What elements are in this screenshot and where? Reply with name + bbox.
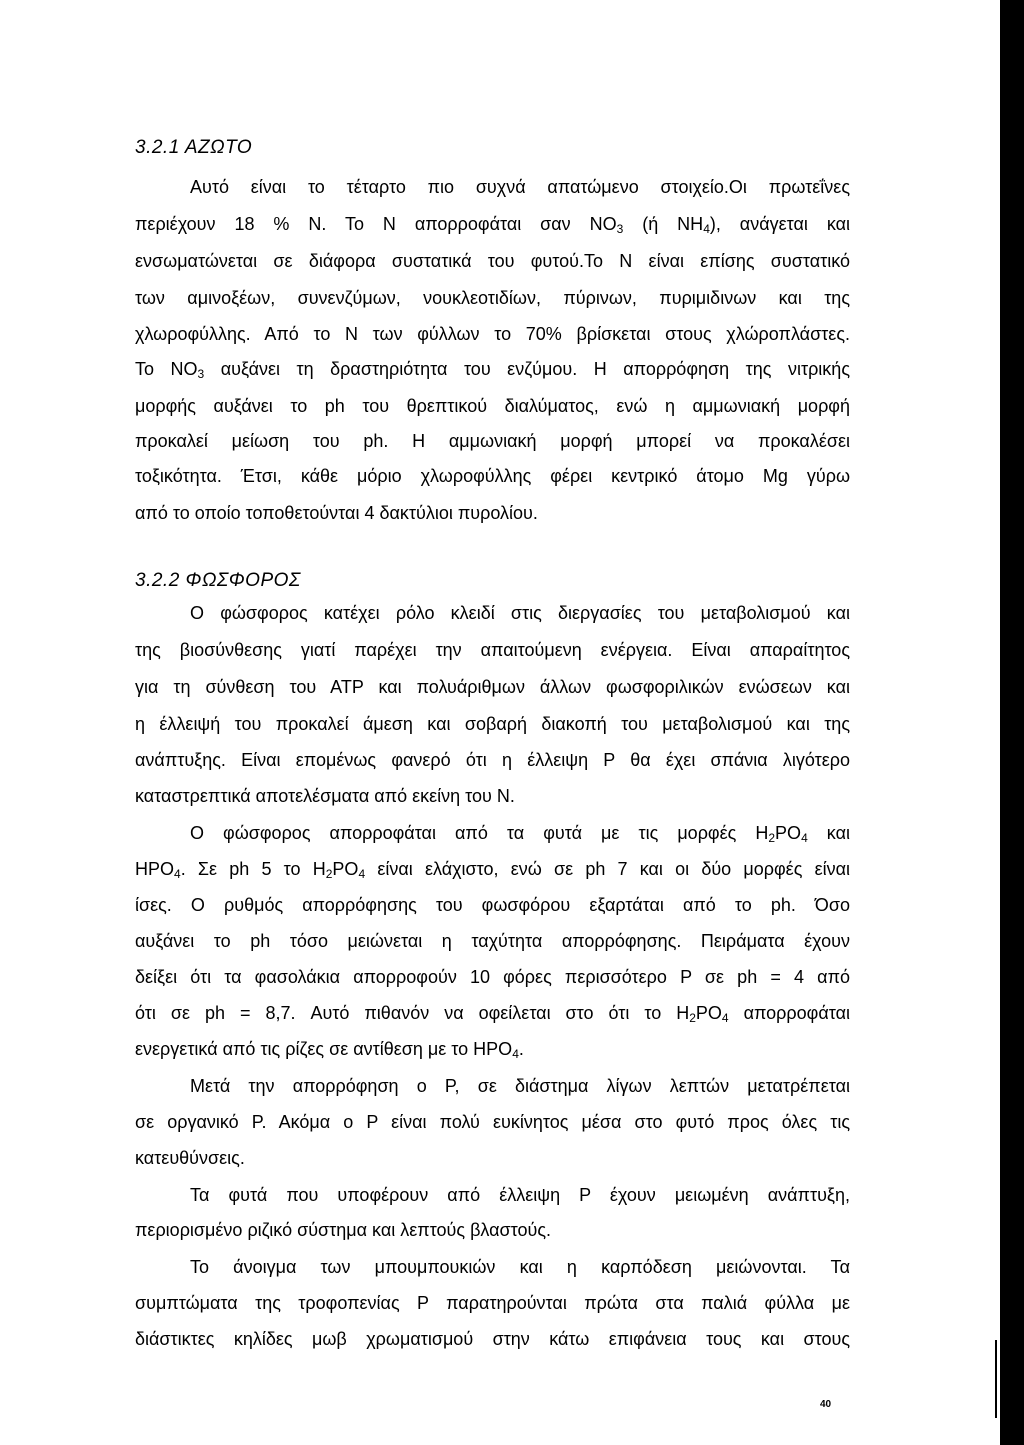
paragraph-line: αυξάνει το ph τόσο μειώνεται η ταχύτητα απορρόφησης. Πειράματα έχουν xyxy=(135,931,850,951)
page-number: 40 xyxy=(820,1399,832,1410)
paragraph-line: διάστικτες κηλίδες μωβ χρωματισμού στην κάτω επιφάνεια τους και στους xyxy=(135,1329,850,1349)
paragraph-line: κατευθύνσεις. xyxy=(135,1148,245,1168)
paragraph-line: χλωροφύλλης. Από το Ν των φύλλων το 70% βρίσκεται στους χλώροπλάστες. xyxy=(135,324,850,344)
paragraph-line: συμπτώματα της τροφοπενίας Ρ παρατηρούνται πρώτα στα παλιά φύλλα με xyxy=(135,1293,850,1313)
paragraph-line: Τα φυτά που υποφέρουν από έλλειψη Ρ έχουν μειωμένη ανάπτυξη, xyxy=(190,1185,850,1205)
paragraph-line: ενεργετικά από τις ρίζες σε αντίθεση με το $HPO_4$. xyxy=(135,1039,524,1061)
paragraph-line: Ο φώσφορος κατέχει ρόλο κλειδί στις διεργασίες του μεταβολισμού και xyxy=(190,603,850,623)
paragraph-line: Το άνοιγμα των μπουμπουκιών και η καρπόδεση μειώνονται. Τα xyxy=(190,1257,850,1277)
paragraph-line: Αυτό είναι το τέταρτο πιο συχνά απατώμενο στοιχείο.Οι πρωτεΐνες xyxy=(190,177,850,197)
paragraph-line: η έλλειψή του προκαλεί άμεση και σοβαρή διακοπή του μεταβολισμού και της xyxy=(135,714,850,734)
paragraph-line: των αμινοξέων, συνενζύμων, νουκλεοτιδίων, πύρινων, πυριμιδινων και της xyxy=(135,288,850,308)
paragraph-line: δείξει ότι τα φασολάκια απορροφούν 10 φόρες περισσότερο Ρ σε ph = 4 από xyxy=(135,967,850,987)
paragraph-line: ανάπτυξης. Είναι επομένως φανερό ότι η έλλειψη Ρ θα έχει σπάνια λιγότερο xyxy=(135,750,850,770)
paragraph-line: Μετά την απορρόφηση ο Ρ, σε διάστημα λίγων λεπτών μετατρέπεται xyxy=(190,1076,850,1096)
paragraph-line: περιέχουν 18 % Ν. Το Ν απορροφάται σαν $NO_3$ (ή $NH_4$), ανάγεται και xyxy=(135,214,851,236)
paragraph-line: από το οποίο τοποθετούνται 4 δακτύλιοι πυρολίου. xyxy=(135,503,538,523)
paragraph-line: Ο φώσφορος απορροφάται από τα φυτά με τις μορφές $H_2PO_4$ και xyxy=(190,823,850,845)
paragraph-line: της βιοσύνθεσης γιατί παρέχει την απαιτούμενη ενέργεια. Είναι απαραίτητος xyxy=(135,640,850,660)
section-heading-nitrogen: 3.2.1 ΑΖΩΤΟ xyxy=(135,137,253,158)
scan-edge-line xyxy=(995,1340,997,1418)
paragraph-line: ίσες. Ο ρυθμός απορρόφησης του φωσφόρου εξαρτάται από το ph. Όσο xyxy=(135,895,850,915)
paragraph-line: ότι σε ph = 8,7. Αυτό πιθανόν να οφείλεται στο ότι το $H_2PO_4$ απορροφάται xyxy=(135,1003,850,1025)
paragraph-line: ενσωματώνεται σε διάφορα συστατικά του φυτού.Το Ν είναι επίσης συστατικό xyxy=(135,251,850,271)
section-heading-phosphorus: 3.2.2 ΦΩΣΦΟΡΟΣ xyxy=(135,570,301,591)
paragraph-line: Το $NO_3$ αυξάνει τη δραστηριότητα του ενζύμου. Η απορρόφηση της νιτρικής xyxy=(135,359,850,381)
paragraph-line: $HPO_4$. Σε ph 5 το $H_2PO_4$ είναι ελάχιστο, ενώ σε ph 7 και οι δύο μορφές είναι xyxy=(135,859,850,881)
paragraph-line: προκαλεί μείωση του ph. Η αμμωνιακή μορφή μπορεί να προκαλέσει xyxy=(135,431,850,451)
paragraph-line: καταστρεπτικά αποτελέσματα από εκείνη του Ν. xyxy=(135,786,515,806)
paragraph-line: για τη σύνθεση του ΑΤΡ και πολυάριθμων άλλων φωσφοριλικών ενώσεων και xyxy=(135,677,850,697)
paragraph-line: σε οργανικό Ρ. Ακόμα ο Ρ είναι πολύ ευκίνητος μέσα στο φυτό προς όλες τις xyxy=(135,1112,850,1132)
paragraph-line: μορφής αυξάνει το ph του θρεπτικού διαλύματος, ενώ η αμμωνιακή μορφή xyxy=(135,396,850,416)
paragraph-line: περιορισμένο ριζικό σύστημα και λεπτούς βλαστούς. xyxy=(135,1220,552,1240)
paragraph-line: τοξικότητα. Έτσι, κάθε μόριο χλωροφύλλης φέρει κεντρικό άτομο Mg γύρω xyxy=(135,466,850,486)
